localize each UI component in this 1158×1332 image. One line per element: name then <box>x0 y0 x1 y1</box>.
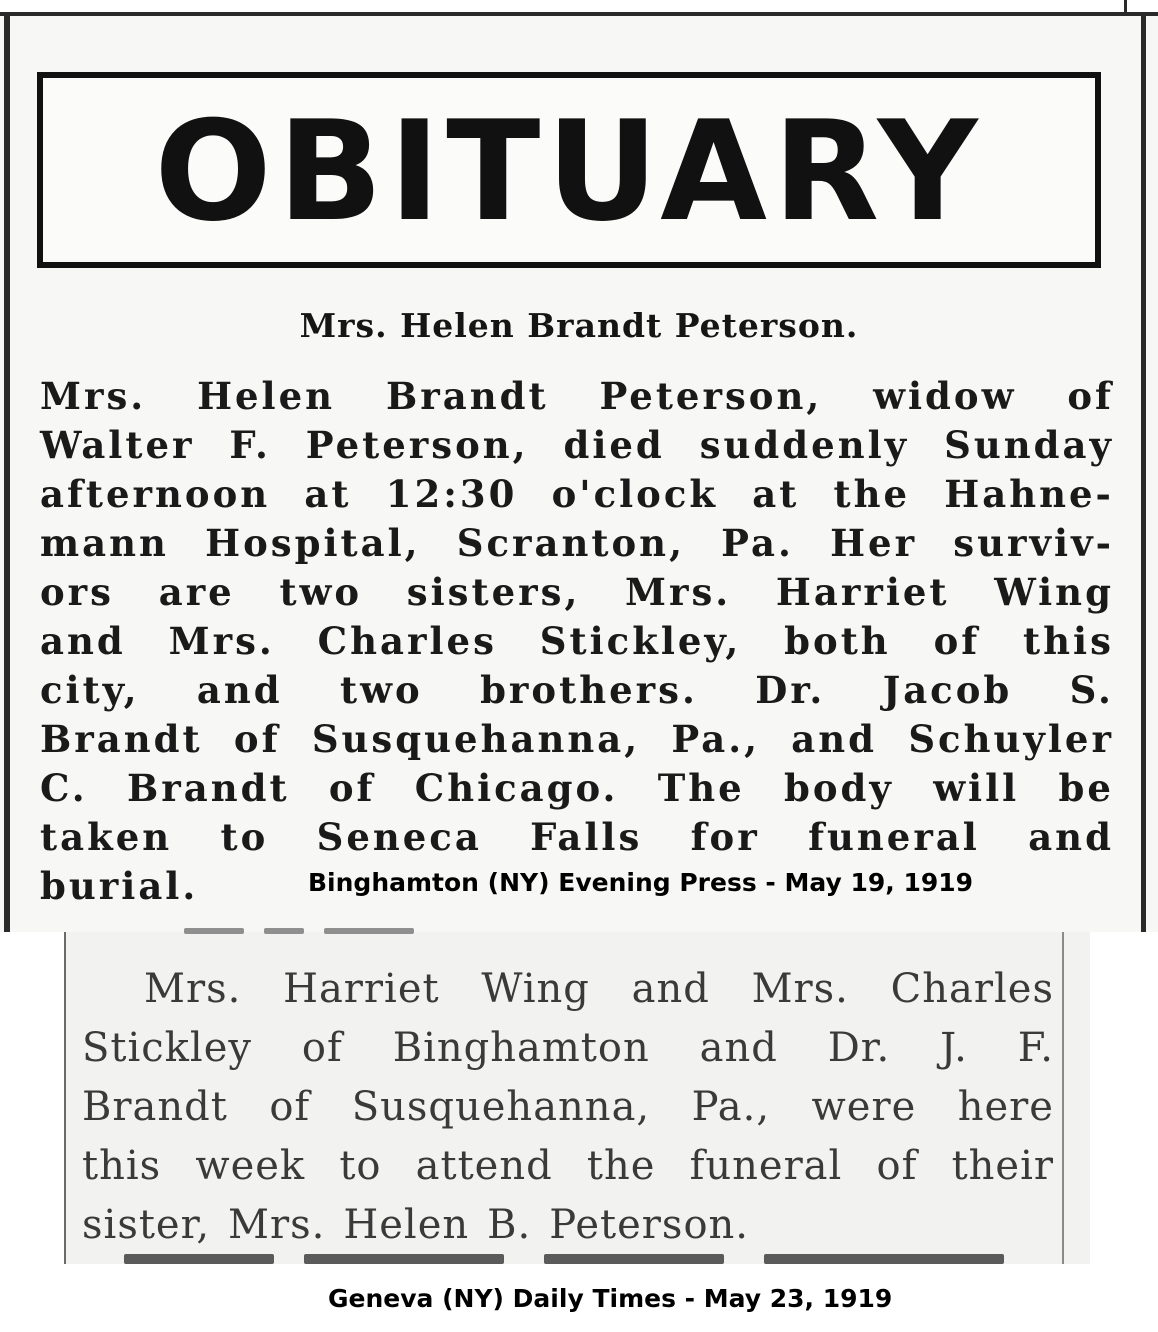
obit-word: Mrs. <box>168 619 275 663</box>
obit-word: Her <box>830 521 918 565</box>
notice-clipping-geneva <box>64 932 1090 1264</box>
gen-line <box>82 1196 1054 1255</box>
gen-word: of <box>301 1025 343 1071</box>
gen-word: of <box>269 1084 311 1130</box>
gen-word: and <box>631 966 710 1012</box>
gen-word: Mrs. <box>751 966 849 1012</box>
column-top-rule <box>0 0 1158 16</box>
obit-line <box>40 470 1114 519</box>
obit-word: two <box>340 668 423 712</box>
gen-word: Charles <box>890 966 1054 1012</box>
column-left-rule <box>4 12 10 932</box>
gen-word: Wing <box>481 966 590 1012</box>
obituary-heading: Mrs. Helen Brandt Peterson. <box>299 306 859 345</box>
gen-word: Binghamton <box>392 1025 650 1071</box>
gen-word: Mrs. <box>144 966 242 1012</box>
obit-word: and <box>196 668 283 712</box>
obit-word: Brandt <box>40 717 203 761</box>
obit-word: Dr. <box>755 668 826 712</box>
cut-text-fragment-top <box>164 928 464 936</box>
obit-word: be <box>1058 766 1114 810</box>
obit-word: two <box>279 570 363 614</box>
obit-word: to <box>220 815 269 859</box>
obit-word: afternoon <box>40 472 271 516</box>
obit-line <box>40 519 1114 568</box>
obit-word: sisters, <box>406 570 581 614</box>
obit-word: suddenly <box>699 423 910 467</box>
obit-word: mann <box>40 521 169 565</box>
obit-word: Seneca <box>316 815 482 859</box>
obit-line <box>40 617 1114 666</box>
gen-word: F. <box>1017 1025 1054 1071</box>
obit-word: Brandt <box>126 766 290 810</box>
obit-word: of <box>933 619 981 663</box>
gen-word: here <box>957 1084 1054 1130</box>
gen-word: week <box>195 1143 306 1189</box>
gen-line <box>82 960 1054 1019</box>
gen-word: were <box>811 1084 917 1130</box>
obit-word: ors <box>40 570 115 614</box>
gen-word: Dr. <box>827 1025 891 1071</box>
obit-word: Pa. <box>721 521 794 565</box>
gen-word: Stickley <box>82 1025 252 1071</box>
source-caption-geneva: Geneva (NY) Daily Times - May 23, 1919 <box>328 1284 893 1313</box>
obit-word: taken <box>40 815 173 859</box>
obit-word: Jacob <box>882 668 1013 712</box>
obit-word: Peterson, <box>305 423 529 467</box>
obit-word: Susquehanna, <box>311 717 641 761</box>
obit-word: Peterson, <box>599 374 823 418</box>
obit-line <box>40 813 1114 862</box>
obit-word: Stickley, <box>539 619 742 663</box>
source-caption-binghamton: Binghamton (NY) Evening Press - May 19, 1919 <box>308 868 974 897</box>
obit-word: burial. <box>40 864 199 908</box>
obit-word: Wing <box>994 570 1114 614</box>
gen-word: attend <box>415 1143 553 1189</box>
obit-word: Chicago. <box>414 766 619 810</box>
obit-word: will <box>933 766 1020 810</box>
gen-word: Brandt <box>82 1084 228 1130</box>
obit-word: S. <box>1069 668 1114 712</box>
gen-word: this <box>82 1143 162 1189</box>
gen-line <box>82 1078 1054 1137</box>
obit-word: of <box>328 766 376 810</box>
obit-word: 12:30 <box>385 472 518 516</box>
obit-word: this <box>1023 619 1114 663</box>
obit-word: and <box>1028 815 1114 859</box>
gen-word: and <box>699 1025 778 1071</box>
obit-word: surviv- <box>953 521 1114 565</box>
obit-word: Harriet <box>775 570 950 614</box>
gen-word: B. <box>487 1202 532 1248</box>
obit-word: Scranton, <box>456 521 685 565</box>
gen-line <box>82 1137 1054 1196</box>
gen-word: the <box>586 1143 656 1189</box>
gen-word: Mrs. <box>228 1202 326 1248</box>
obit-word: C. <box>40 766 88 810</box>
column-right-rule <box>1141 12 1146 932</box>
obit-line <box>40 764 1114 813</box>
gen-word: Pa., <box>691 1084 771 1130</box>
obit-word: The <box>657 766 745 810</box>
gen-word: Peterson. <box>549 1202 750 1248</box>
obit-word: Charles <box>317 619 497 663</box>
obit-word: Mrs. <box>40 374 147 418</box>
obit-word: of <box>233 717 281 761</box>
column-right-rule <box>1062 932 1064 1264</box>
obit-word: the <box>833 472 911 516</box>
obit-word: at <box>304 472 352 516</box>
obit-word: both <box>784 619 891 663</box>
obit-word: brothers. <box>480 668 698 712</box>
gen-word: of <box>876 1143 918 1189</box>
gen-word: their <box>951 1143 1054 1189</box>
column-left-rule <box>64 932 66 1264</box>
obit-word: city, <box>40 668 140 712</box>
obit-word: Walter <box>40 423 195 467</box>
masthead-title: OBITUARY <box>154 91 984 252</box>
gen-word: Susquehanna, <box>351 1084 651 1130</box>
cut-text-fragment-bottom <box>124 1254 1024 1264</box>
obit-word: at <box>752 472 800 516</box>
obit-word: F. <box>229 423 271 467</box>
notice-text <box>82 960 1054 1255</box>
obit-word: Brandt <box>385 374 549 418</box>
gen-word: Helen <box>343 1202 470 1248</box>
obit-word: Falls <box>530 815 643 859</box>
obit-word: Hospital, <box>205 521 421 565</box>
obit-line <box>40 568 1114 617</box>
obit-word: died <box>563 423 665 467</box>
obit-word: Pa., <box>671 717 760 761</box>
obit-word: for <box>690 815 760 859</box>
obit-word: o'clock <box>551 472 718 516</box>
obit-word: Hahne- <box>944 472 1114 516</box>
obit-word: and <box>791 717 878 761</box>
gen-word: to <box>339 1143 382 1189</box>
gen-word: sister, <box>82 1202 211 1248</box>
obituary-masthead-box <box>37 72 1101 268</box>
obit-line <box>40 715 1114 764</box>
column-corner-rule <box>1124 0 1127 14</box>
gen-word: J. <box>940 1025 968 1071</box>
gen-word: Harriet <box>283 966 440 1012</box>
obit-word: Schuyler <box>908 717 1114 761</box>
obit-word: body <box>784 766 894 810</box>
obit-word: Sunday <box>944 423 1114 467</box>
obit-word: Mrs. <box>625 570 732 614</box>
gen-line <box>82 1019 1054 1078</box>
obit-line <box>40 372 1114 421</box>
obit-word: of <box>1067 374 1114 418</box>
obit-word: and <box>40 619 126 663</box>
obit-line <box>40 421 1114 470</box>
obit-word: funeral <box>808 815 980 859</box>
gen-word: funeral <box>689 1143 843 1189</box>
obit-word: widow <box>873 374 1017 418</box>
obit-word: are <box>158 570 235 614</box>
obit-word: Helen <box>197 374 336 418</box>
obit-line <box>40 666 1114 715</box>
obituary-text <box>40 372 1114 911</box>
